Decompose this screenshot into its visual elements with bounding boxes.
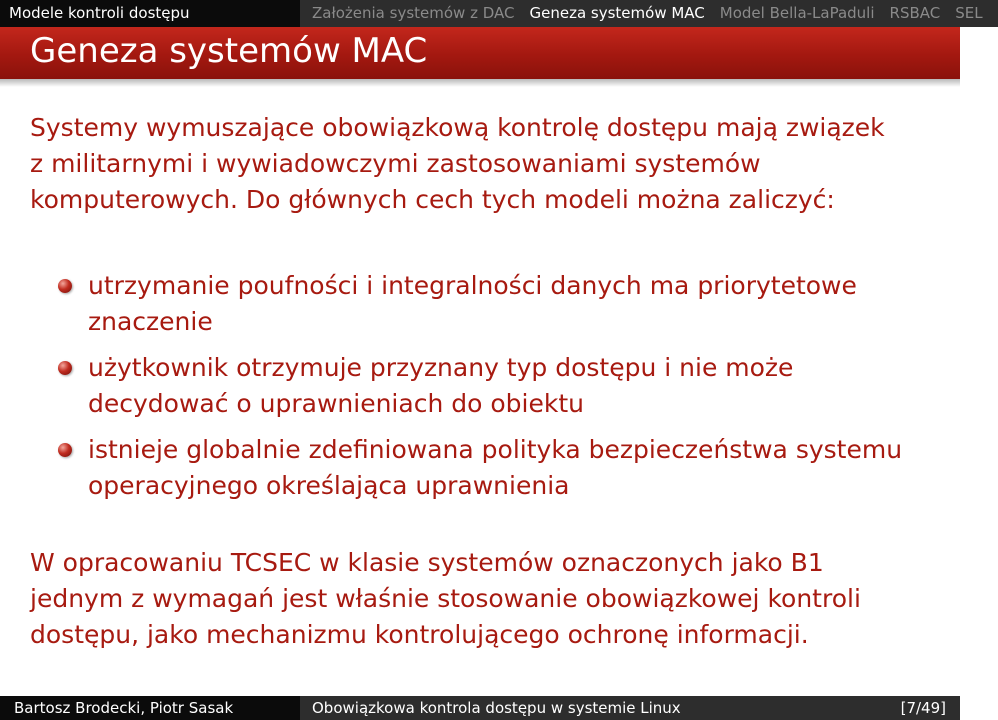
list-item-text: użytkownik otrzymuje przyznany typ dostępu i nie może decydować o uprawnieniach do obiektu [88,353,794,418]
footer-page-number: [7/49] [900,699,946,717]
nav-subsection-list [300,0,998,27]
nav-subsection-link[interactable]: RSBAC [889,4,941,22]
footer-authors: Bartosz Brodecki, Piotr Sasak [0,696,300,720]
nav-section-link[interactable]: Modele kontroli dostępu [0,0,300,27]
footer-presentation-title: Obowiązkowa kontrola dostępu w systemie Linux [312,699,681,717]
intro-paragraph: Systemy wymuszające obowiązkową kontrolę dostępu mają związek z militarnymi i wywiadowczymi zastosowaniami systemów komputerowych. Do głównych cech tych modeli można zaliczyć: [30,113,885,214]
nav-subsection-link[interactable]: Założenia systemów z DAC [312,4,515,22]
nav-subsection-link-active[interactable]: Geneza systemów MAC [529,4,705,22]
bullet-ball-icon [58,443,72,457]
list-item-text: istnieje globalnie zdefiniowana polityka bezpieczeństwa systemu operacyjnego określająca uprawnienia [88,435,903,500]
footer-bar [0,696,960,720]
slide-content [30,110,930,649]
closing-paragraph: W opracowaniu TCSEC w klasie systemów oznaczonych jako B1 jednym z wymagań jest właśnie stosowanie obowiązkowej kontroli dostępu, jako mechanizmu kontrolującego ochronę informacji. [30,548,861,649]
list-item [58,350,918,422]
list-item-text: utrzymanie poufności i integralności danych ma priorytetowe znaczenie [88,271,857,336]
bullet-ball-icon [58,361,72,375]
title-bar-shadow [0,79,960,87]
nav-subsection-link[interactable]: Model Bella-LaPaduli [719,4,875,22]
footer-right [300,696,960,720]
nav-subsection-link[interactable]: SEL [955,4,983,22]
section-navigation-bar [0,0,983,27]
bullet-ball-icon [58,279,72,293]
slide-title: Geneza systemów MAC [30,31,428,71]
list-item [58,432,918,504]
frame-title-bar [0,27,960,79]
list-item [58,268,918,340]
feature-list [58,268,918,514]
